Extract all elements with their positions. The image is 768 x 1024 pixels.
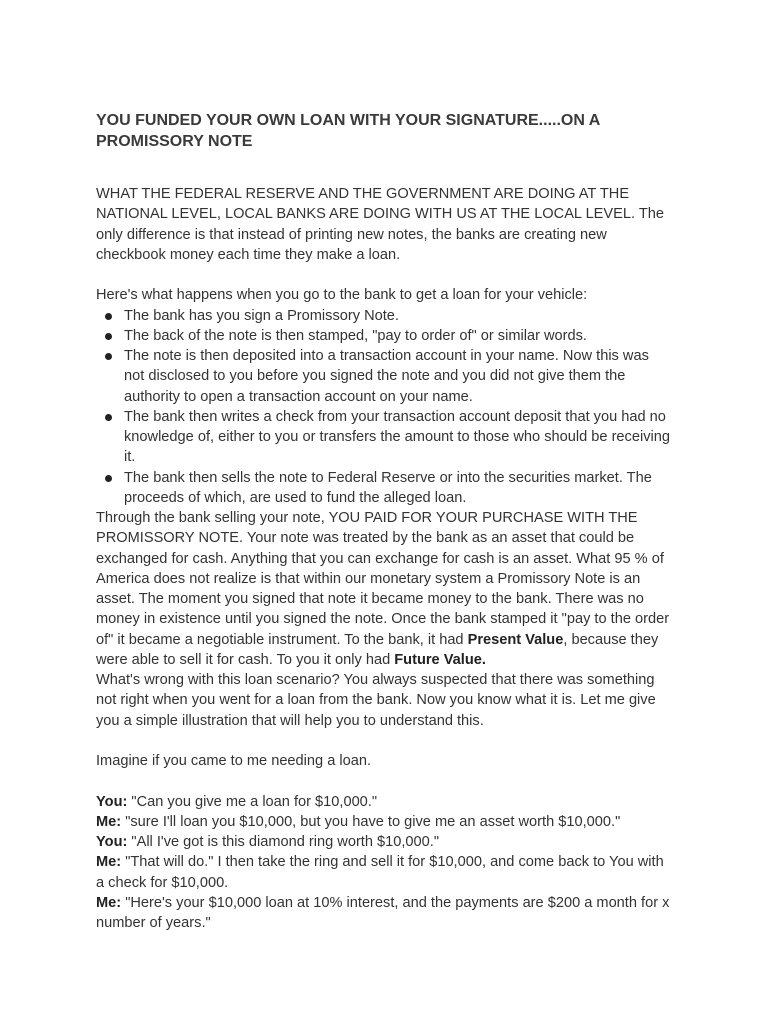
bullet-text: The back of the note is then stamped, "pay to order of" or similar words. (124, 327, 587, 344)
dialogue-text: "Can you give me a loan for $10,000." (127, 793, 378, 810)
dialogue-text: "Here's your $10,000 loan at 10% interest, and the payments are $200 a month for x number of years." (96, 894, 670, 931)
bullet-item (96, 326, 672, 346)
bullet-text: The bank then sells the note to Federal Reserve or into the securities market. The proceeds of which, are used to fund the alleged loan. (124, 469, 652, 506)
dialogue-text: "sure I'll loan you $10,000, but you have to give me an asset worth $10,000." (121, 813, 621, 830)
dialogue-line (96, 832, 672, 852)
dialogue-line (96, 893, 672, 934)
intro-paragraph: WHAT THE FEDERAL RESERVE AND THE GOVERNMENT ARE DOING AT THE NATIONAL LEVEL, LOCAL BANKS ARE DOING WITH US AT THE LOCAL LEVEL. The only difference is that instead of printing new notes, the banks are creating new checkbook money each time they make a loan. (96, 186, 664, 263)
paragraph-gap (96, 731, 672, 751)
speaker-label: Me: (96, 894, 122, 911)
bullet-text: The note is then deposited into a transaction account in your name. Now this was not disclosed to you before you signed the note and you did not give them the authority to open a transaction account on your name. (124, 348, 649, 405)
dialogue-text: "That will do." I then take the ring and sell it for $10,000, and come back to You with a check for $10,000. (96, 854, 664, 891)
body-paragraph (96, 508, 672, 670)
list-intro: Here's what happens when you go to the bank to get a loan for your vehicle: (96, 287, 588, 304)
dialogue-line (96, 812, 672, 832)
future-value-term: Future Value. (394, 651, 486, 668)
body-text-part2: , because they were able to sell it for cash. To you it only had (96, 631, 659, 668)
speaker-label: Me: (96, 813, 122, 830)
speaker-label: You: (96, 834, 128, 850)
bullet-item (96, 468, 672, 509)
speaker-label: Me: (96, 854, 122, 871)
bullet-list (96, 306, 672, 509)
bullet-item (96, 346, 672, 407)
imagine-paragraph: Imagine if you came to me needing a loan. (96, 753, 372, 769)
speaker-label: You: (96, 793, 128, 810)
paragraph-gap (96, 771, 672, 791)
document-title: YOU FUNDED YOUR OWN LOAN WITH YOUR SIGNATURE.....ON A PROMISSORY NOTE (96, 112, 600, 150)
dialogue (96, 792, 672, 934)
bullet-item (96, 306, 672, 326)
paragraph-gap (96, 265, 672, 285)
bullet-text: The bank has you sign a Promissory Note. (124, 307, 399, 324)
bullet-text: The bank then writes a check from your transaction account deposit that you had no knowledge of, either to you or transfers the amount to those who should be receiving it. (124, 408, 670, 466)
bullet-dot-icon (105, 353, 112, 360)
question-paragraph: What's wrong with this loan scenario? You always suspected that there was something not right when you went for a loan from the bank. Now you know what it is. Let me give you a simple illustration that will help you to understand this. (96, 672, 656, 729)
present-value-term: Present Value (467, 631, 564, 648)
bullet-dot-icon (105, 333, 112, 340)
bullet-dot-icon (105, 313, 112, 320)
bullet-item (96, 407, 672, 468)
bullet-dot-icon (105, 475, 112, 482)
dialogue-text: "All I've got is this diamond ring worth $10,000." (127, 834, 440, 850)
bullet-dot-icon (105, 414, 112, 421)
dialogue-line (96, 792, 672, 812)
body-text-part1: Through the bank selling your note, YOU PAID FOR YOUR PURCHASE WITH THE PROMISSORY NOTE. Your note was treated by the bank as an asset that could be exchanged for cash. Anything that you can exchange for cash is an asset. What 95 % of America does not realize is that within our monetary system a Promissory Note is an asset. The moment you signed that note it became money to the bank. There was no money in existence until you signed the note. Once the bank stamped it "pay to the order of" it became a negotiable instrument. To the bank, it had (96, 510, 670, 648)
dialogue-line (96, 852, 672, 893)
